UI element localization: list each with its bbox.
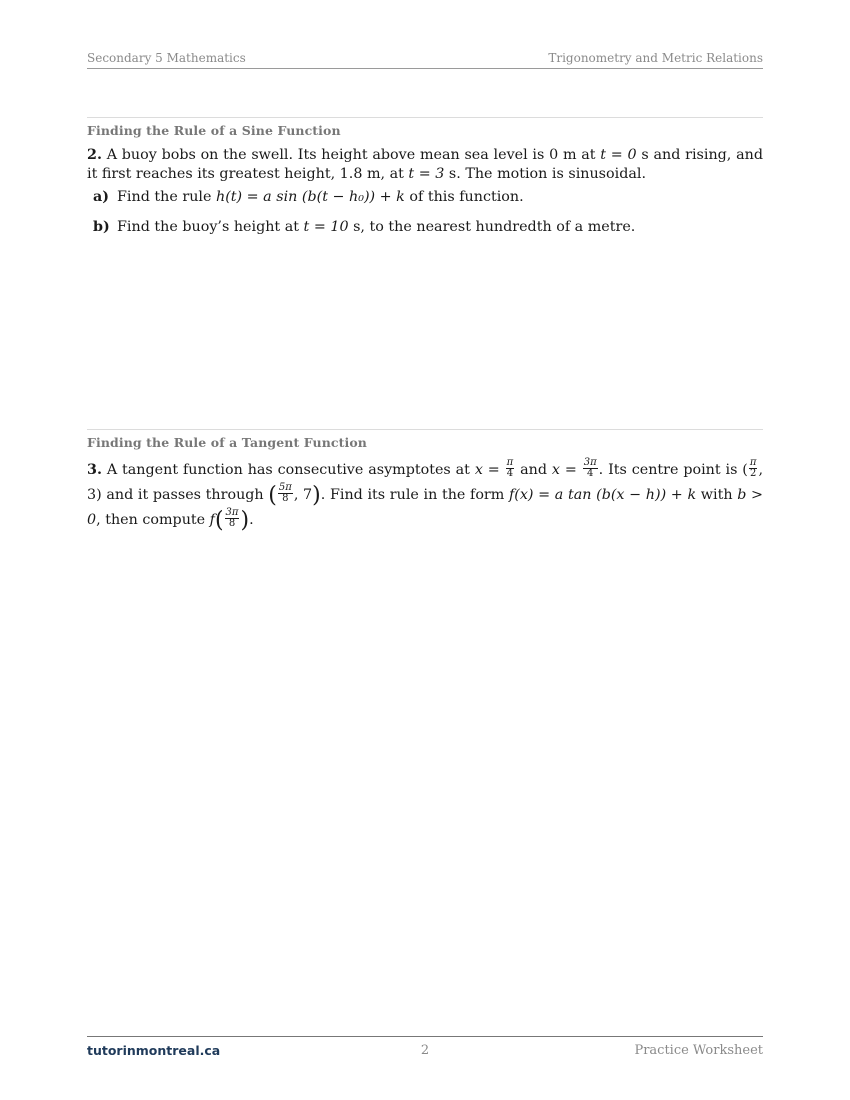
section-title: Finding the Rule of a Sine Function bbox=[87, 123, 341, 138]
section-sine bbox=[87, 117, 763, 248]
problem-3: 3. A tangent function has consecutive asymptotes at x = $\frac{\pi}{4}$ and x = $\frac{3\pi}{4}$ . Its centre point is ( $\frac{\pi}{2}$ , 3) and it passes through ( $\frac{5\pi}{8}$ , 7). Find its rule in the form f(x) = a tan (b(x − h)) + k with b > 0, then compute f( $\frac{3\pi}{8}$ ). bbox=[87, 456, 763, 533]
page-header bbox=[87, 50, 763, 69]
section-divider bbox=[87, 117, 763, 118]
fraction: $\frac{\pi}{4}$ bbox=[506, 456, 514, 479]
problem-2-parts bbox=[87, 188, 763, 237]
page-number: 2 bbox=[420, 1043, 430, 1058]
footer-doc-type: Practice Worksheet bbox=[634, 1043, 763, 1058]
fraction: $\frac{3\pi}{8}$ bbox=[225, 506, 239, 529]
problem-number: 2. bbox=[87, 147, 102, 163]
problem-number: 3. bbox=[87, 462, 102, 478]
header-course: Secondary 5 Mathematics bbox=[87, 51, 246, 65]
section-divider bbox=[87, 429, 763, 430]
fraction: $\frac{3\pi}{4}$ bbox=[583, 456, 597, 479]
problem-2: 2. A buoy bobs on the swell. Its height above mean sea level is 0 m at t = 0 s and rising, and it first reaches its greatest height, 1.8 m, at t = 3 s. The motion is sinusoidal. bbox=[87, 147, 763, 182]
header-topic: Trigonometry and Metric Relations bbox=[548, 51, 763, 65]
section-tangent bbox=[87, 429, 763, 533]
page-footer bbox=[87, 1036, 763, 1061]
section-title: Finding the Rule of a Tangent Function bbox=[87, 435, 367, 450]
fraction: $\frac{5\pi}{8}$ bbox=[278, 481, 292, 504]
part-a: a) Find the rule h(t) = a sin (b(t − h₀)) + k of this function. bbox=[93, 189, 524, 205]
footer-site-link[interactable]: tutorinmontreal.ca bbox=[87, 1043, 221, 1058]
part-b: b) Find the buoy’s height at t = 10 s, to the nearest hundredth of a metre. bbox=[93, 219, 636, 235]
fraction: $\frac{\pi}{2}$ bbox=[749, 456, 757, 479]
